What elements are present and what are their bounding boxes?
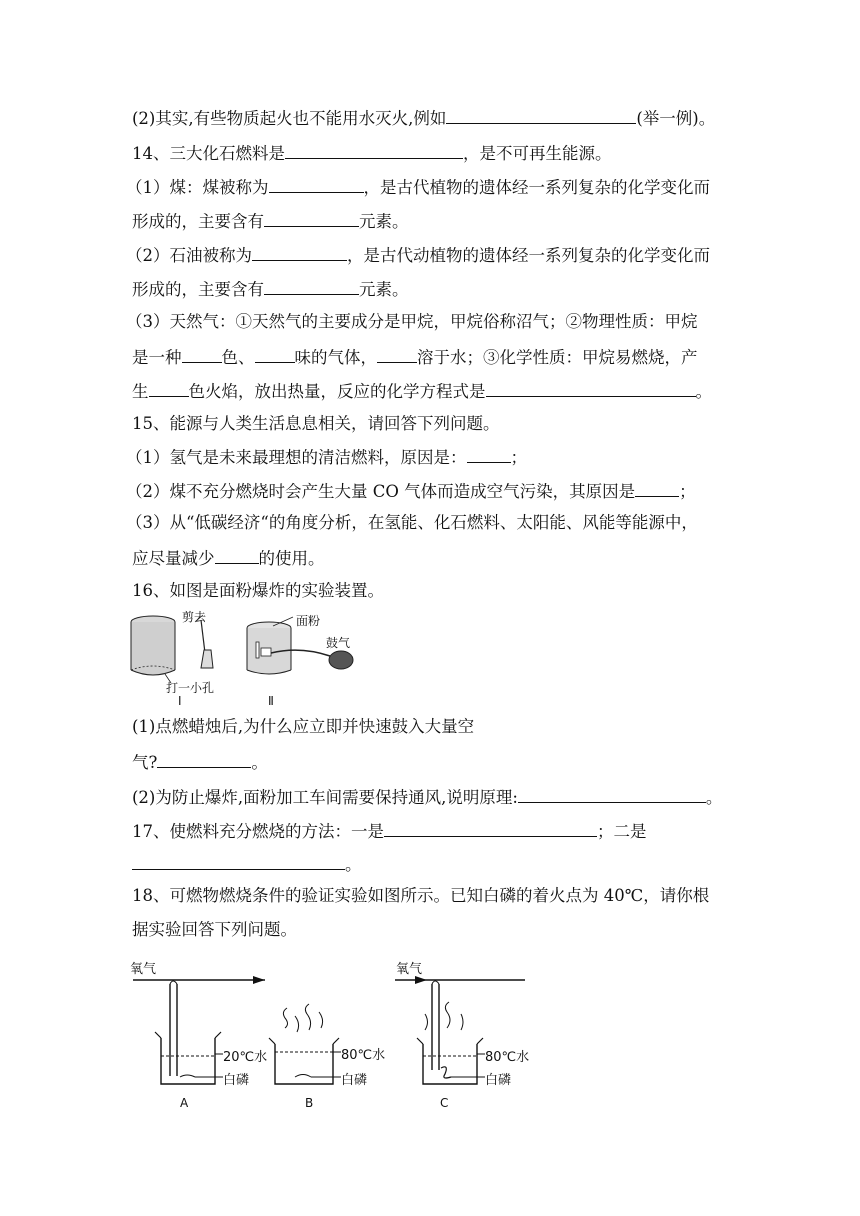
q14-coal-line1: （1）煤：煤被称为 ，是古代植物的遗体经一系列复杂的化学变化而 (126, 178, 710, 197)
answer-blank[interactable] (255, 346, 295, 363)
q17-line1: 17、使燃料充分燃烧的方法：一是 ；二是 (132, 822, 647, 841)
label-water-a: 20℃水 (223, 1050, 268, 1065)
q18-stem-line2: 据实验回答下列问题。 (132, 920, 297, 939)
label-oxygen-c: 氧气 (396, 962, 423, 977)
q16-part2: (2)为防止爆炸,面粉加工车间需要保持通风,说明原理: 。 (132, 788, 723, 807)
answer-blank[interactable] (446, 107, 636, 124)
answer-blank[interactable] (518, 786, 706, 803)
q14-gas-line1: （3）天然气：①天然气的主要成分是甲烷，甲烷俗称沼气；②物理性质：甲烷 (126, 312, 698, 331)
answer-blank[interactable] (182, 346, 222, 363)
beaker-b (269, 1004, 341, 1084)
label-fig-1: I (178, 694, 182, 708)
label-cut: 剪去 (182, 610, 207, 624)
q18-stem-line1: 18、可燃物燃烧条件的验证实验如图所示。已知白磷的着火点为 40℃，请你根 (132, 886, 710, 905)
label-beaker-c: C (440, 1096, 449, 1110)
q14-gas-line2: 是一种 色、 味的气体， 溶于水；③化学性质：甲烷易燃烧，产 (132, 348, 698, 367)
answer-blank[interactable] (157, 751, 251, 768)
label-flour: 面粉 (296, 614, 321, 628)
q16-part1-line2: 气? 。 (132, 753, 268, 772)
q14-stem: 14、三大化石燃料是 ，是不可再生能源。 (132, 144, 612, 163)
label-hole: 打一小孔 (166, 681, 215, 695)
q14-gas-line3: 生 色火焰，放出热量，反应的化学方程式是 。 (132, 382, 712, 401)
answer-blank[interactable] (252, 244, 347, 261)
label-oxygen-a: 氧气 (130, 962, 157, 977)
q15-part2: （2）煤不充分燃烧时会产生大量 CO 气体而造成空气污染，其原因是 ； (126, 482, 696, 501)
answer-blank[interactable] (486, 380, 696, 397)
q16-part1-line1: (1)点燃蜡烛后,为什么应立即并快速鼓入大量空 (132, 717, 475, 736)
answer-blank[interactable] (269, 176, 364, 193)
answer-blank[interactable] (384, 820, 597, 837)
answer-blank[interactable] (132, 853, 345, 870)
answer-blank[interactable] (264, 278, 359, 295)
answer-blank[interactable] (467, 446, 511, 463)
label-phosphorus-b: 白磷 (341, 1073, 368, 1088)
beaker-c (395, 976, 525, 1084)
label-beaker-a: A (180, 1096, 189, 1110)
answer-blank[interactable] (149, 380, 189, 397)
q15-part1: （1）氢气是未来最理想的清洁燃料，原因是： ； (126, 448, 527, 467)
label-phosphorus-c: 白磷 (485, 1073, 512, 1088)
q13-part2: (2)其实,有些物质起火也不能用水灭火,例如 (举一例)。 (132, 109, 716, 128)
label-fig-2: Ⅱ (268, 694, 274, 708)
q17-line2: 。 (132, 853, 362, 875)
label-water-b: 80℃水 (341, 1048, 386, 1063)
q15-part3-line2: 应尽量减少 的使用。 (132, 549, 325, 568)
answer-blank[interactable] (377, 346, 417, 363)
q15-stem: 15、能源与人类生活息息相关，请回答下列问题。 (132, 414, 500, 433)
label-beaker-b: B (305, 1096, 314, 1110)
answer-blank[interactable] (264, 210, 359, 227)
can-figure-1 (131, 616, 175, 683)
label-blow: 鼓气 (326, 636, 351, 650)
phosphorus-combustion-figure (125, 950, 545, 1115)
q15-part3-line1: （3）从“低碳经济“的角度分析，在氢能、化石燃料、太阳能、风能等能源中， (126, 513, 698, 532)
q14-oil-line1: （2）石油被称为 ，是古代动植物的遗体经一系列复杂的化学变化而 (126, 246, 710, 265)
flour-explosion-apparatus-figure (125, 608, 365, 708)
beaker-a (133, 976, 268, 1084)
q14-coal-line2: 形成的，主要含有 元素。 (132, 212, 409, 231)
label-phosphorus-a: 白磷 (223, 1073, 250, 1088)
answer-blank[interactable] (285, 142, 463, 159)
q16-stem: 16、如图是面粉爆炸的实验装置。 (132, 581, 384, 600)
label-water-c: 80℃水 (485, 1050, 530, 1065)
answer-blank[interactable] (635, 480, 679, 497)
answer-blank[interactable] (215, 547, 259, 564)
q14-oil-line2: 形成的，主要含有 元素。 (132, 280, 409, 299)
